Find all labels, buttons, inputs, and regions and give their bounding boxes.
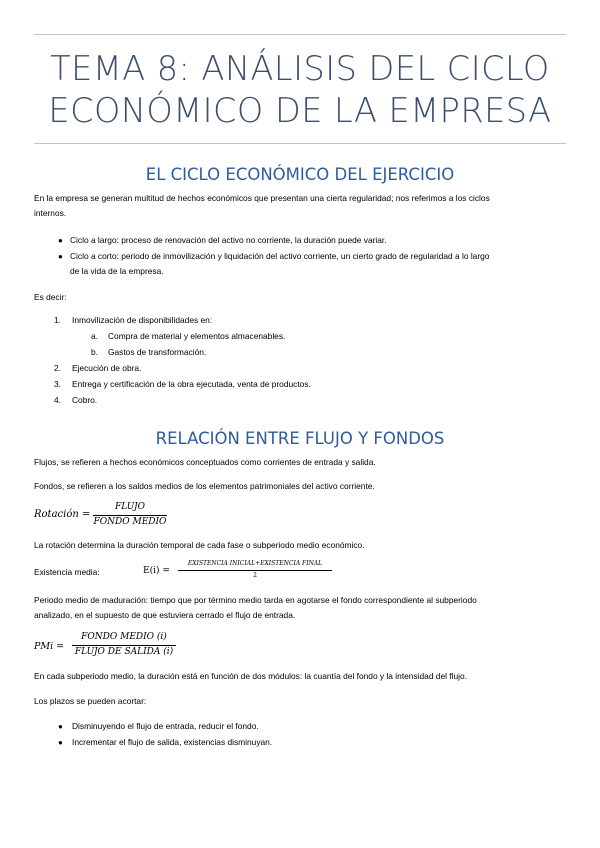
bullet-ciclo-largo: Ciclo a largo: proceso de renovación del activo no corriente, la duración puede variar. [70, 235, 387, 245]
existencia-fraction-bar [178, 570, 332, 571]
bullet-incrementar: Incrementar el flujo de salida, existencias disminuyan. [72, 737, 273, 747]
bullet-ciclo-corto: Ciclo a corto: periodo de inmovilización y liquidación del activo corriente, un cierto grado de regularidad a lo largo [70, 251, 490, 261]
rotacion-explanation: La rotación determina la duración temporal de cada fase o subperiodo medio económico. [34, 540, 365, 550]
list-item-compra: Compra de material y elementos almacenables. [108, 331, 286, 341]
page-title-line-1: TEMA 8: ANÁLISIS DEL CICLO [50, 49, 550, 88]
rotacion-formula-numerator: FLUJO [114, 502, 146, 512]
list-number: 4. [54, 395, 61, 405]
pm-formula-lhs: PMi = [34, 641, 65, 652]
fondos-definition: Fondos, se refieren a los saldos medios de los elementos patrimoniales del activo corriente. [34, 481, 375, 491]
existencia-formula-numerator: EXISTENCIA INICIAL+EXISTENCIA FINAL [187, 560, 323, 567]
list-number: 2. [54, 363, 61, 373]
es-decir-label: Es decir: [34, 292, 67, 302]
bullet-icon: ● [58, 252, 63, 261]
pm-fraction-bar [72, 645, 176, 646]
pm-definition-line-2: analizado, en el supuesto de que estuviera cerrado el flujo de entrada. [34, 610, 296, 620]
list-item-inmovilizacion: Inmovilización de disponibilidades en: [72, 315, 213, 325]
bullet-icon: ● [58, 236, 63, 245]
flujos-definition: Flujos, se refieren a hechos económicos conceptuados como corrientes de entrada y salida. [34, 457, 376, 467]
pm-formula-denominator: FLUJO DE SALIDA (i) [74, 647, 174, 657]
bullet-ciclo-corto-cont: de la vida de la empresa. [70, 266, 164, 276]
intro-text-line-2: internos. [34, 208, 67, 218]
existencia-formula-lhs: E(i) = [143, 566, 170, 576]
subperiodo-explanation: En cada subperiodo medio, la duración está en función de dos módulos: la cuantía del fondo y la intensidad del flujo. [34, 671, 467, 681]
pm-formula-numerator: FONDO MEDIO (i) [81, 632, 167, 642]
section-heading-flujo-fondos: RELACIÓN ENTRE FLUJO Y FONDOS [155, 429, 445, 448]
rotacion-formula-lhs: Rotación = [34, 509, 91, 520]
title-bottom-rule [34, 143, 566, 144]
list-number: 3. [54, 379, 61, 389]
list-letter: a. [91, 331, 98, 341]
list-number: 1. [54, 315, 61, 325]
existencia-media-label: Existencia media: [34, 567, 100, 577]
list-item-ejecucion: Ejecución de obra. [72, 363, 142, 373]
list-item-gastos: Gastos de transformación. [108, 347, 207, 357]
intro-text-line-1: En la empresa se generan multitud de hechos económicos que presentan una cierta regularidad; nos referimos a los ciclos [34, 193, 490, 203]
list-letter: b. [91, 347, 98, 357]
plazos-label: Los plazos se pueden acortar: [34, 696, 147, 706]
title-top-rule [34, 34, 566, 35]
existencia-formula-denominator: 2 [253, 572, 257, 579]
bullet-disminuyendo: Disminuyendo el flujo de entrada, reducir el fondo. [72, 721, 259, 731]
rotacion-formula-denominator: FONDO MEDIO [93, 517, 167, 527]
page-title-line-2: ECONÓMICO DE LA EMPRESA [48, 91, 552, 130]
pm-definition-line-1: Periodo medio de maduración: tiempo que por término medio tarda en agotarse el fondo correspondiente al subperiodo [34, 595, 477, 605]
bullet-icon: ● [58, 738, 63, 747]
section-heading-ciclo: EL CICLO ECONÓMICO DEL EJERCICIO [145, 165, 455, 184]
rotacion-fraction-bar [93, 515, 167, 516]
list-item-cobro: Cobro. [72, 395, 98, 405]
bullet-icon: ● [58, 722, 63, 731]
list-item-entrega: Entrega y certificación de la obra ejecutada, venta de productos. [72, 379, 311, 389]
